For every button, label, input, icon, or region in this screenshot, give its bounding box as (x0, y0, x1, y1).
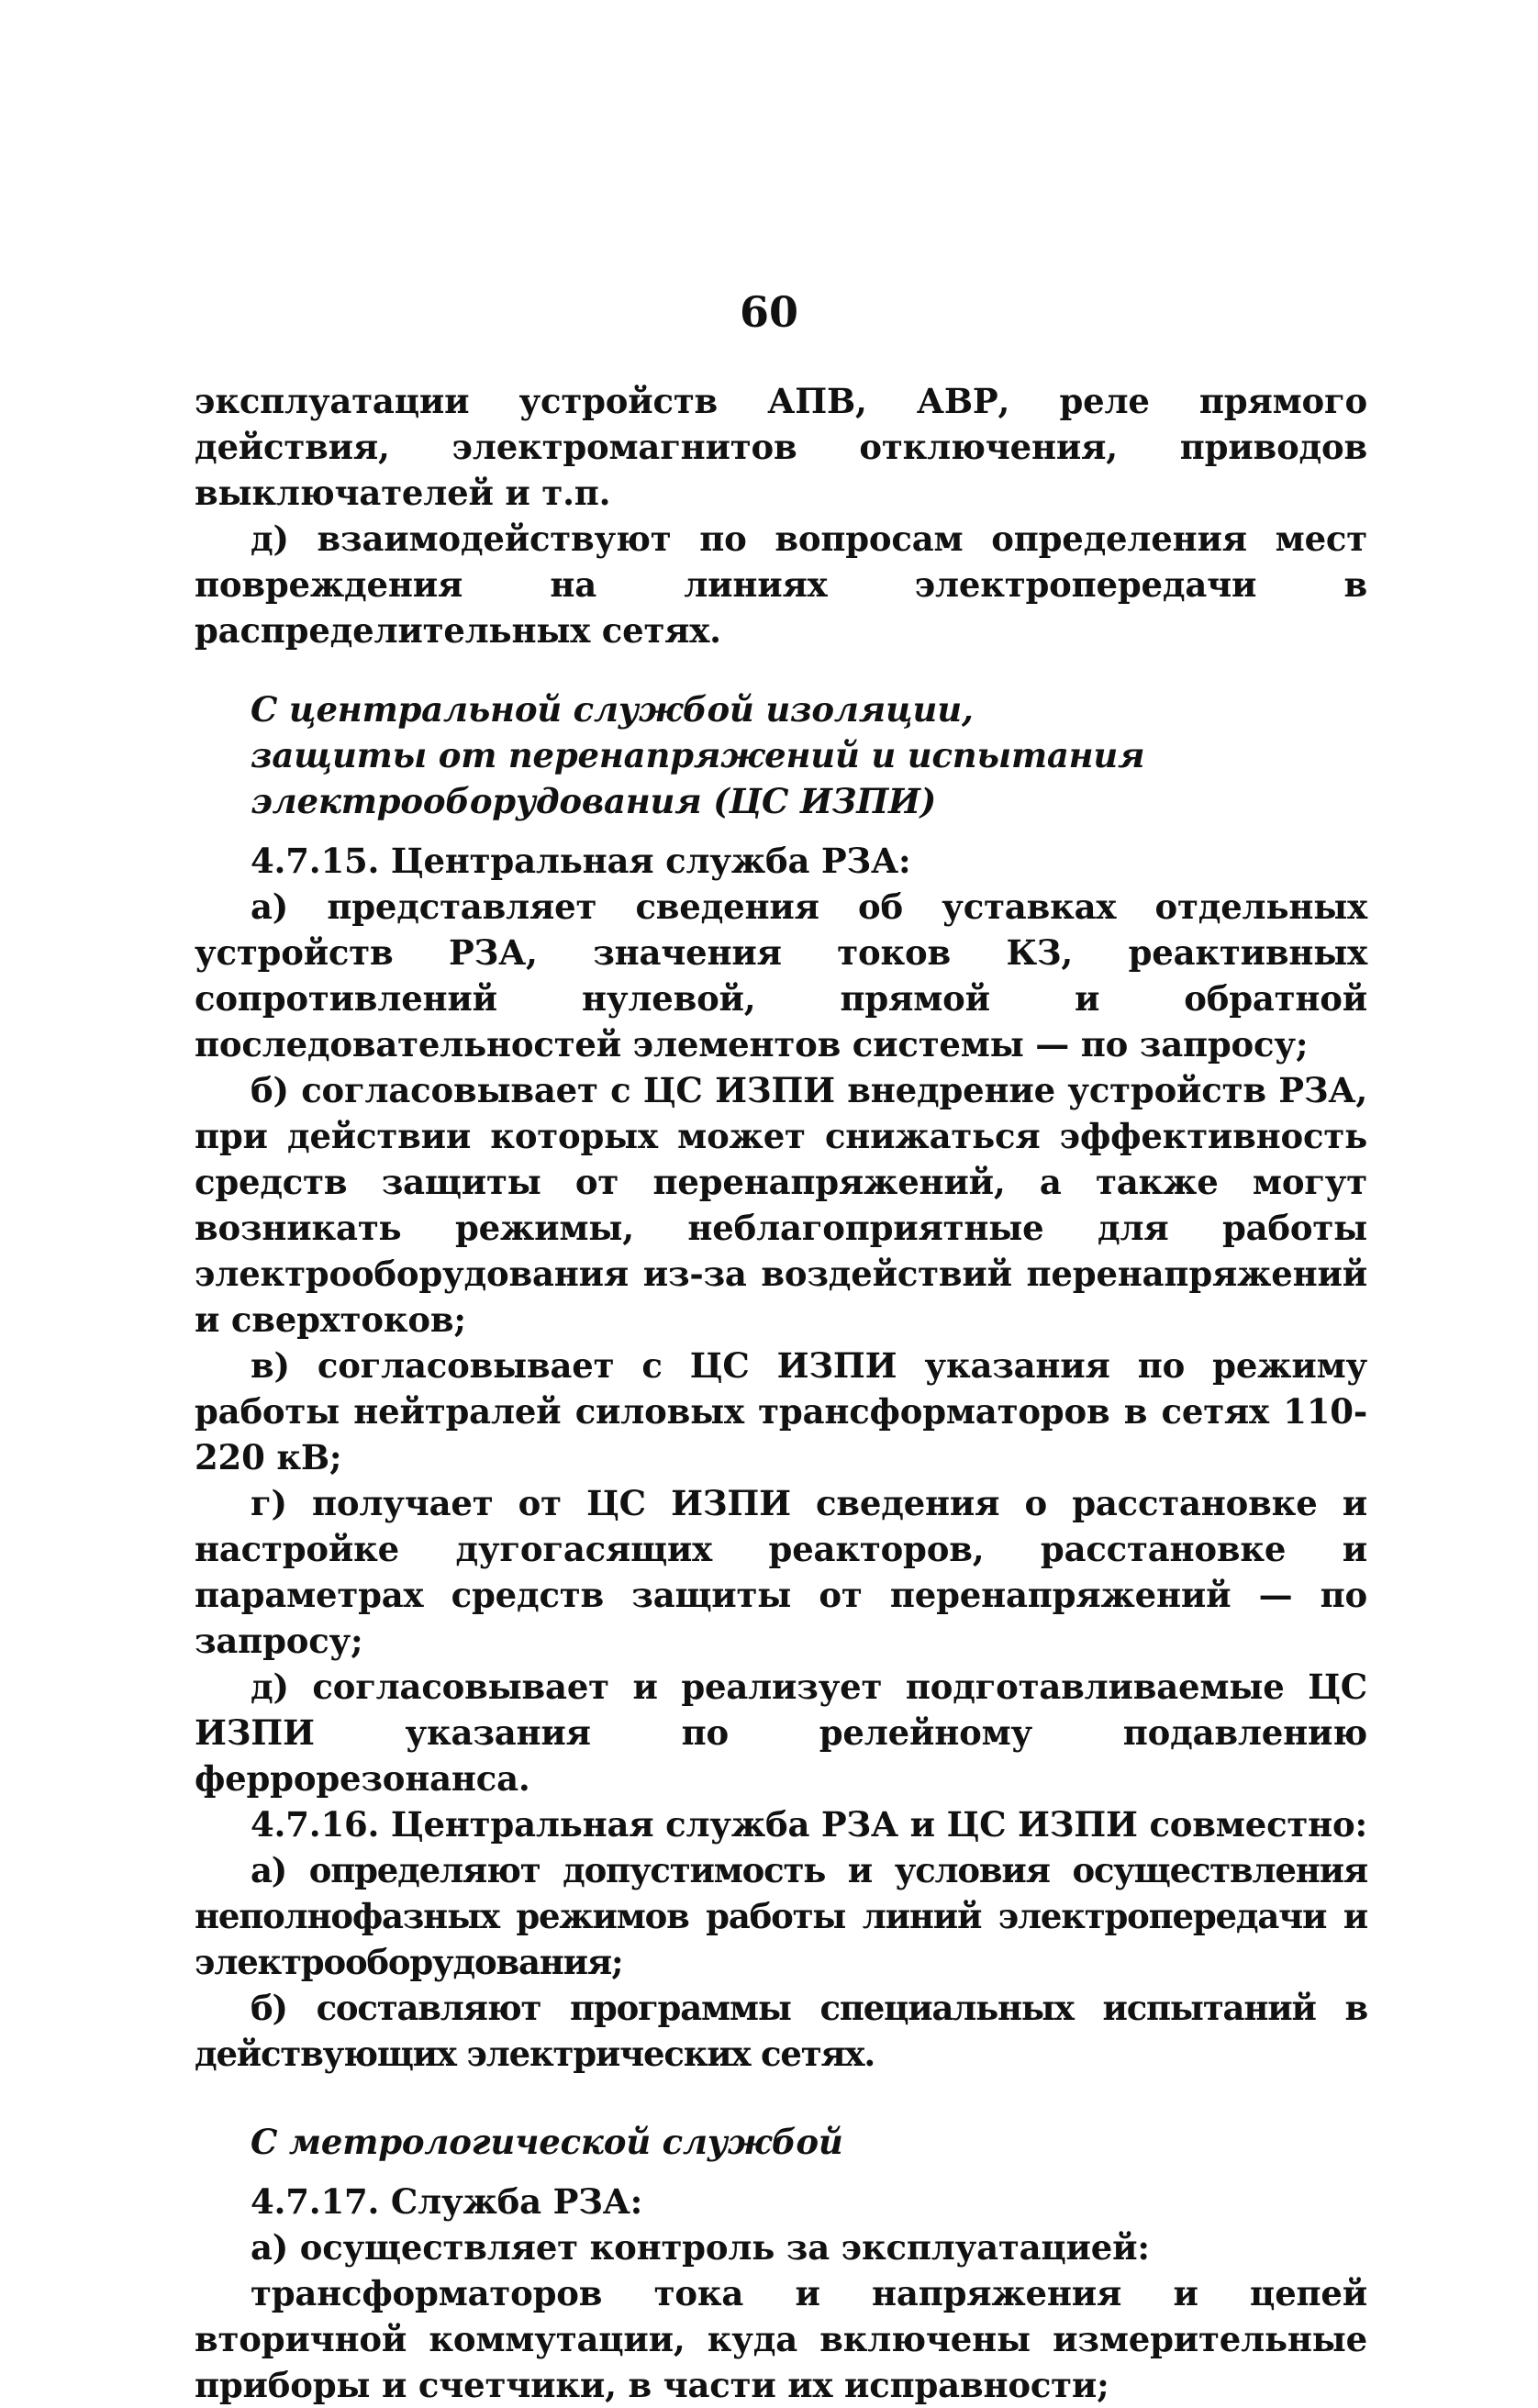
clause-item-b: б) согласовывает с ЦС ИЗПИ внедрение устройств РЗА, при действии которых может снижаться эффективность средств защиты от перенапряжений, а также могут возникать режимы, неблагоприятные для работы электрооборудования из-за воздействий перенапряжений и сверхтоков; (195, 1070, 1367, 1340)
section-heading-izpi (195, 686, 1367, 824)
clause-4-7-16: 4.7.16. Центральная служба РЗА и ЦС ИЗПИ совместно: (251, 1804, 1367, 1845)
clause-item-g: г) получает от ЦС ИЗПИ сведения о расстановке и настройке дугогасящих реакторов, расстановке и параметрах средств защиты от перенапряжений — по запросу; (195, 1483, 1367, 1661)
section-heading-metrology: С метрологической службой (251, 2122, 843, 2162)
clause-4-7-15: 4.7.15. Центральная служба РЗА: (251, 841, 911, 881)
heading-line: защиты от перенапряжений и испытания (251, 735, 1145, 775)
paragraph-item-d-interaction: д) взаимодействуют по вопросам определения мест повреждения на линиях электропередачи в распределительных сетях. (195, 518, 1367, 651)
page-number: 60 (739, 287, 798, 337)
heading-line: С центральной службой изоляции, (251, 689, 974, 730)
clause-4-7-17: 4.7.17. Служба РЗА: (251, 2181, 643, 2222)
page-body (195, 378, 1367, 2408)
clause-item-d: д) согласовывает и реализует подготавливаемые ЦС ИЗПИ указания по релейному подавлению феррорезонанса. (195, 1667, 1367, 1799)
clause-item-v: в) согласовывает с ЦС ИЗПИ указания по режиму работы нейтралей силовых трансформаторов в сетях 110-220 кВ; (195, 1345, 1367, 1477)
clause-item-a: а) представляет сведения об уставках отдельных устройств РЗА, значения токов КЗ, реактивных сопротивлений нулевой, прямой и обратной последовательностей элементов системы — по запросу; (195, 886, 1367, 1065)
paragraph-continuation: эксплуатации устройств АПВ, АВР, реле прямого действия, электромагнитов отключения, приводов выключателей и т.п. (195, 381, 1367, 513)
clause-item-b: б) составляют программы специальных испытаний в действующих электрических сетях. (195, 1988, 1367, 2074)
clause-item-a: а) осуществляет контроль за эксплуатацией: (251, 2227, 1150, 2268)
heading-line: электрооборудования (ЦС ИЗПИ) (251, 781, 937, 821)
clause-item-a: а) определяют допустимость и условия осуществления неполнофазных режимов работы линий электропередачи и электрооборудования; (195, 1850, 1367, 1982)
paragraph-transformers: трансформаторов тока и напряжения и цепей вторичной коммутации, куда включены измерительные приборы и счетчики, в части их исправности; (195, 2273, 1367, 2405)
